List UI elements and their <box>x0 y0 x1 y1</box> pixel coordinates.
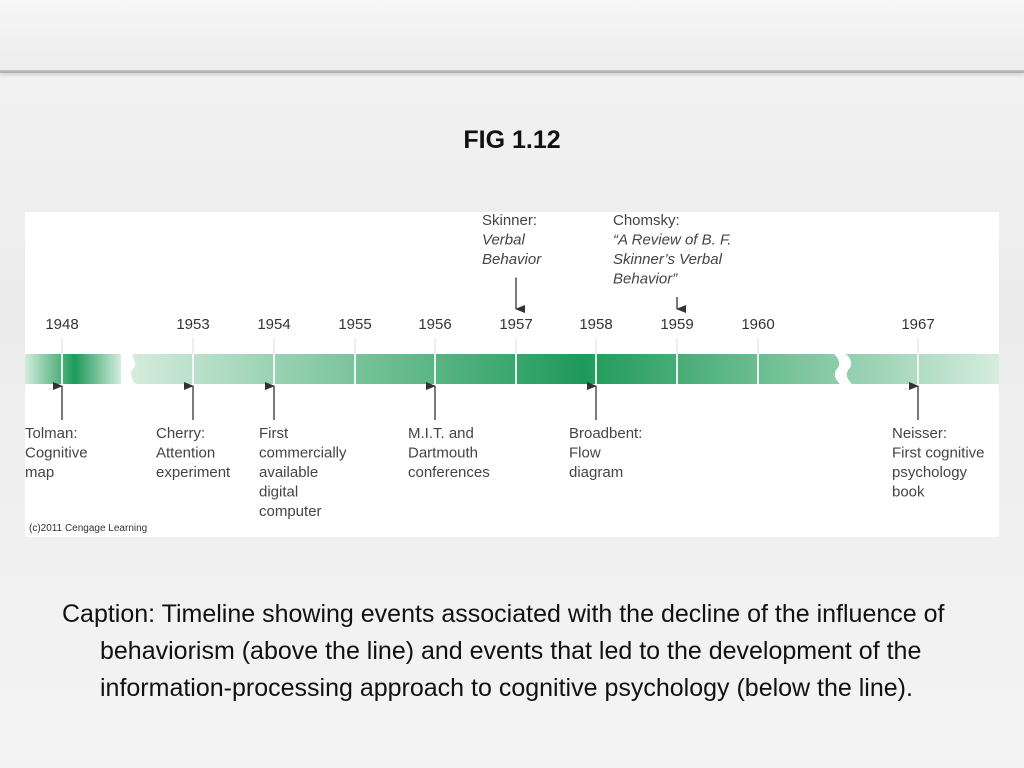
event-below-text: experiment <box>156 464 231 481</box>
year-label: 1967 <box>901 316 935 333</box>
timeline-bar-segment <box>25 354 121 384</box>
event-below-text: digital <box>259 483 299 501</box>
event-below-text: M.I.T. and <box>408 425 474 442</box>
event-below-text: Broadbent: <box>569 425 643 442</box>
event-below-text: Cognitive <box>25 444 88 462</box>
event-below-text: Cherry: <box>156 425 206 442</box>
event-below-text: First cognitive <box>892 444 985 462</box>
event-below-text: map <box>25 464 55 481</box>
event-below-text: Flow <box>569 444 601 462</box>
year-label: 1948 <box>45 316 79 333</box>
event-below-text: book <box>892 483 925 501</box>
event-below-text: psychology <box>892 464 968 481</box>
event-above-text: Skinner: <box>482 212 538 229</box>
figure-caption: Caption: Timeline showing events associated with the decline of the influence of behaviorism (above the line) and events that led to the development of the information-processing approach to cognitive psychology (below the line). <box>62 600 945 702</box>
event-above-text: Behavior” <box>613 270 678 288</box>
year-label: 1956 <box>418 316 452 333</box>
year-label: 1953 <box>176 316 210 333</box>
event-below-text: conferences <box>408 464 490 481</box>
copyright-credit: (c)2011 Cengage Learning <box>29 523 148 534</box>
event-above-text: Behavior <box>482 251 542 268</box>
figure-title: FIG 1.12 <box>463 126 561 154</box>
event-above-text: Skinner’s Verbal <box>613 251 722 268</box>
timeline-svg <box>25 212 999 537</box>
event-above-text: “A Review of B. F. <box>613 231 732 249</box>
year-label: 1958 <box>579 316 613 333</box>
header-divider <box>0 70 1024 73</box>
year-label: 1954 <box>257 316 291 333</box>
header-band <box>0 0 1024 72</box>
event-below-text: First <box>259 425 289 442</box>
event-below-text: available <box>259 464 319 481</box>
event-above-text: Verbal <box>482 231 525 249</box>
event-below-text: Neisser: <box>892 425 948 442</box>
year-label: 1959 <box>660 316 694 333</box>
year-label: 1960 <box>741 316 775 333</box>
event-above-text: Chomsky: <box>613 212 680 229</box>
event-below-text: computer <box>259 503 322 520</box>
event-below-text: diagram <box>569 464 624 481</box>
timeline-figure <box>25 212 999 537</box>
event-below-text: Attention <box>156 444 216 462</box>
event-below-text: commercially <box>259 444 347 462</box>
event-below-text: Dartmouth <box>408 444 479 462</box>
event-below-text: Tolman: <box>25 425 78 442</box>
year-label: 1957 <box>499 316 533 333</box>
timeline-bar-segment <box>131 354 999 384</box>
year-label: 1955 <box>338 316 372 333</box>
